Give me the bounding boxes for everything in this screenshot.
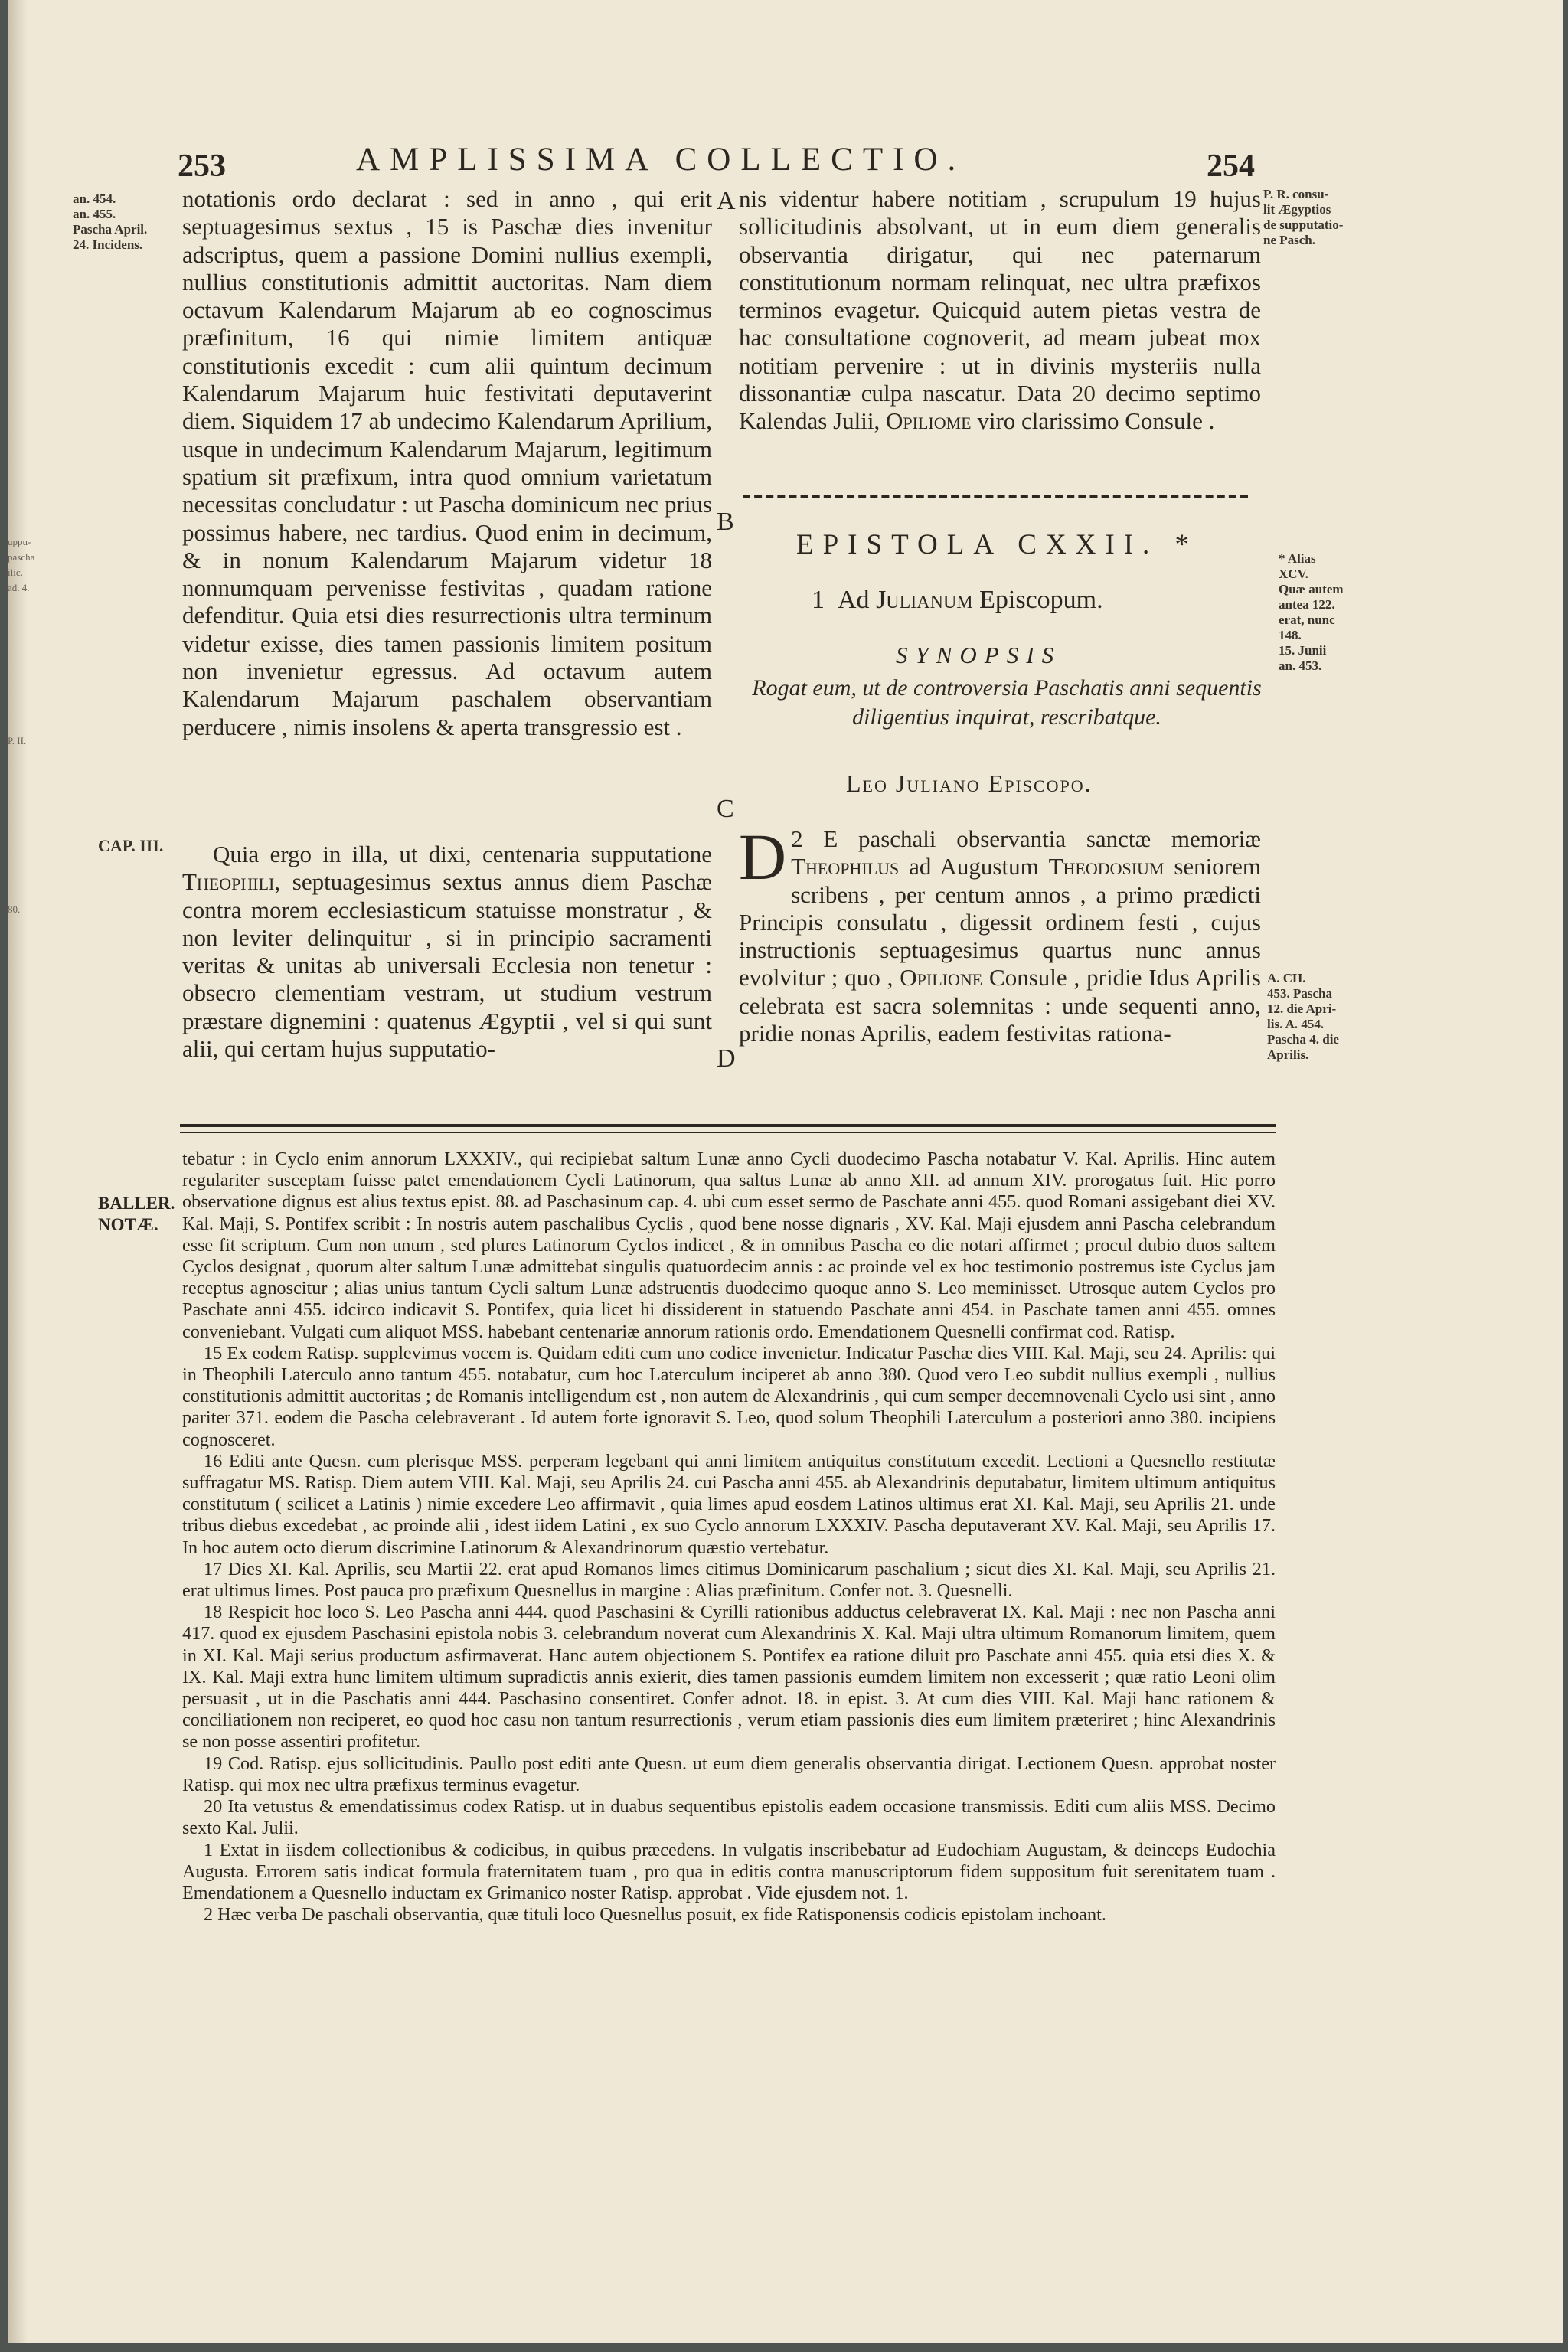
text-run: Consule , pridie Idus Aprilis celebrata est sacra solemnitas : unde sequenti anno, pridie nonas Aprilis, eadem festivitas rationa- [739,964,1261,1047]
note-paragraph: 1 Extat in iisdem collectionibus & codicibus, in quibus præcedens. In vulgatis inscribebatur ad Eudochiam Augustam, & deinceps Eudochia Augusta. Errorem satis indicat formula fraternitatem tuam , pro qua in editis contra manuscriptorum fidem suppositum fuit serenitatem tuam . Emendationem a Quesnello inductam ex Grimanico noster Ratisp. approbat . Vide ejusdem not. 1. [182,1839,1276,1903]
notes-label-line: BALLER. [98,1194,175,1213]
address-number: 1 [812,586,825,614]
text-run: viro clarissimo Consule . [971,407,1215,435]
notes-rule-thin [180,1132,1276,1133]
paragraph-number: 2 [791,825,803,852]
synopsis-heading: SYNOPSIS [896,642,1062,668]
person-name: Julianum [876,586,973,614]
notes-rule-thick [180,1124,1276,1127]
previous-page-edge-text [8,536,35,949]
text-run: , septuagesimus sextus annus diem Paschæ contra morem ecclesiasticum statuisse monstratur , & non leviter delinquitur , si in principio sacramenti veritas & unitas ab universali Ecclesia non tenetur : obsecro clementiam vestram, ut studium vestrum præstare dignemini : quatenus Ægyptii , vel si qui sunt alii, qui certam hujus supputatio- [182,868,712,1063]
margin-line: XCV. [1279,567,1308,581]
margin-line: 24. Incidens. [73,237,143,252]
right-margin-note [1267,971,1374,1063]
margin-line: Pascha April. [73,222,148,237]
page-number-right: 254 [1207,149,1255,184]
margin-line: an. 453. [1279,658,1322,673]
margin-line: 15. Junii [1279,643,1327,658]
margin-line: Aprilis. [1267,1047,1309,1062]
margin-line: lit Ægyptios [1263,202,1331,217]
margin-line: 12. die Apri- [1267,1001,1337,1016]
margin-line: antea 122. [1279,597,1335,612]
note-paragraph: 20 Ita vetustus & emendatissimus codex Ratisp. ut in duabus sequentibus epistolis eadem occasione transmissis. Editi cum aliis MSS. Decimo sexto Kal. Julii. [182,1796,1276,1839]
margin-line: Quæ autem [1279,582,1344,596]
edge-fragment: 80. [8,903,21,915]
margin-line: Pascha 4. die [1267,1032,1339,1047]
note-paragraph: tebatur : in Cyclo enim annorum LXXXIV., qui recipiebat saltum Lunæ anno Cycli duodecimo Pascha notabatur V. Kal. Aprilis. Hinc autem regulariter susceptam fuisse patet emendationem Cycli Latinorum, qua saltus Lunæ ab anno XII. ad annum XIV. prorogatus fuit. Hic porro observatione dignus est alius textus epist. 88. ad Paschasinum cap. 4. ubi cum esset sermo de Paschate anni 455. quod Romani assigebant diei XV. Kal. Maji, S. Pontifex scribit : In nostris autem paschalibus Cyclis , quod bene nosse dignaris , XV. Kal. Maji ejusdem anni Pascha celebrandum esse fit scriptum. Cum non unum , sed plures Latinorum Cyclos indicet , & in omnibus Pascha eo die notari affirmet ; procul dubio duos saltem Cyclos designat , quorum alter saltum Lunæ admittebat singulis quatuordecim annis : ac proinde vel ex hoc testimonio postremus iste Cyclus jam receptus agnoscitur ; alias unius tantum Cycli saltum Lunæ adstruentis duodecimo quoque anno S. Leo meminisset. Utrosque autem Cyclos pro Paschate anni 455. idcirco indicavit S. Pontifex, quia licet hi dissiderent in statuendo Paschate anni 454. in Paschate tamen anni 455. omnes conveniebant. Vulgati cum aliquot MSS. habebant centenariæ annorum rationis ordo. Emendationem Quesnelli confirmat cod. Ratisp. [182,1148,1276,1342]
section-divider [743,495,1248,498]
text-run: Quia ergo in illa, ut dixi, centenaria supputatione [213,841,712,867]
edge-fragment: P. II. [8,735,27,746]
person-name: Theodosium [1048,853,1165,880]
margin-line: A. CH. [1267,971,1306,985]
section-letter-a: A [717,187,736,215]
left-column-chapter-three [182,841,712,1063]
text-run: seniorem scribens , per centum annos , a primo prædicti Principis consulatu , digessit ordinem festi , cujus instructionis septuagesimus quartus nunc annus evolvitur ; quo , [739,853,1261,991]
section-letter-b: B [717,508,734,536]
edge-fragment: uppu- [8,536,31,547]
notes-label-line: NOTÆ. [98,1215,158,1234]
note-paragraph: 16 Editi ante Quesn. cum plerisque MSS. perperam legebant qui anni limitem antiquitus constitutum excedit. Lectioni a Quesnello restitutæ suffragatur MS. Ratisp. Diem autem VIII. Kal. Maji, seu Aprilis 24. cui Pascha anni 455. ab Alexandrinis deputabatur, limitem ultimum antiquitus constitutum ( scilicet a Latinis ) nimie excedere Leo affirmavit , quia limes apud eosdem Latinos ultimus erat XI. Kal. Maji, seu Aprilis 21. unde tribus diebus excedebat , ac proinde alii , idest iidem Latini , ex suo Cyclo annorum LXXXIV. Pascha deputaverant XV. Kal. Maji, seu Aprilis 17. In hoc autem octo dierum discrimine Latinorum & Alexandrinorum quæstio vertebatur. [182,1450,1276,1558]
edge-fragment: ilic. [8,567,23,578]
right-column-text [739,185,1261,436]
epistle-body [739,820,1261,1047]
book-page [8,0,1563,2343]
edge-fragment: ad. 4. [8,582,30,593]
person-name: Theophili [182,868,275,896]
left-column-text: notationis ordo declarat : sed in anno , qui erit septuagesimus sextus , 15 is Paschæ dies invenitur adscriptus, quem a passione Domini nullius exempli, nullius constitutionis admittit auctoritas. Nam diem octavum Kalendarum Majarum ab eo cognoscimus præfinitum, 16 qui nimie limitem antiquæ constitutionis excedit : cum alii quintum decimum Kalendarum Majarum huic festivitati deputaverint diem. Siquidem 17 ab undecimo Kalendarum Aprilium, usque in undecimum Kalendarum Majarum, legitimum spatium sit præfixum, intra quod omnium varietatum necessitas concludatur : ut Pascha dominicum nec prius possimus habere, nec tardius. Quod enim in decimum, & in nonum Kalendarum Majarum videtur 18 nonnumquam pervenisse festivitas , quadam ratione defenditur. Quia etsi dies resurrectionis ultra terminum videtur exisse, dies tamen passionis limitem positum non invenietur egressus. Ad octavum autem Kalendarum Majarum paschalem observantiam perducere , nimis insolens & aperta transgressio est . [182,185,712,740]
text-run: Episcopum. [972,586,1103,614]
margin-line: an. 455. [73,207,116,221]
text-run: Ad [838,586,877,614]
person-name: Opiliome [886,407,972,435]
edge-fragment: pascha [8,551,35,563]
margin-line: 148. [1279,628,1302,642]
person-name: Opilione [900,964,983,991]
synopsis-text: Rogat eum, ut de controversia Paschatis anni sequentis diligentius inquirat, rescribatque. [752,675,1262,730]
notes-label [98,1193,175,1236]
epistle-address [812,586,1103,615]
note-paragraph: 17 Dies XI. Kal. Aprilis, seu Martii 22. erat apud Romanos limes citimus Dominicarum paschalium ; sicut dies XI. Kal. Maji, seu Aprilis 21. erat ultimus limes. Post pauca pro præfixum Quesnellus in margine : Alias præfinitum. Confer not. 3. Quesnelli. [182,1558,1276,1602]
margin-line: * Alias [1279,551,1316,566]
section-letter-c: C [717,795,734,823]
editorial-notes [182,1148,1276,1926]
margin-line: erat, nunc [1279,612,1335,627]
margin-line: lis. A. 454. [1267,1017,1325,1031]
margin-line: P. R. consu- [1263,187,1329,201]
note-paragraph: 18 Respicit hoc loco S. Leo Pascha anni 444. quod Paschasini & Cyrilli rationibus adductus celebraverat IX. Kal. Maji : nec non Pascha anni 417. quod ex ejusdem Paschasini epistola nobis 3. celebrandum noverat cum Alexandrinis X. Kal. Maji ultra ultimum Romanorum limitem, quem in XI. Kal. Maji serius productum asfirmaverat. Hanc autem objectionem S. Pontifex ea ratione diluit pro Paschate anni 455. quia etsi dies X. & IX. Kal. Maji extra hunc limitem ultimum supradictis annis exierit, dies tamen passionis eumdem limitem non excesserit ; quæ ratio Leoni olim persuasit , ut in die Paschatis anni 444. Paschasino consentiret. Confer adnot. 18. in epist. 3. At cum dies VIII. Kal. Maji hanc rationem & conciliationem non reciperet, eo quod hoc casu non tantum resurrectionis , verum etiam passionis dies eum limitem præteriret ; hinc Alexandrinis se non posse assentiri profitetur. [182,1602,1276,1753]
person-name: Theophilus [791,853,900,880]
epistle-title: EPISTOLA CXXII. * [796,529,1199,560]
text-run: ad Augustum [899,853,1049,880]
margin-line: an. 454. [73,191,116,206]
book-spine-shadow [8,0,28,2343]
right-margin-note [1263,187,1370,248]
margin-line: ne Pasch. [1263,233,1315,247]
page-number-left: 253 [178,149,226,184]
text-run: nis videntur habere notitiam , scrupulum 19 hujus sollicitudinis absolvant, ut in eum diem generalis observantia dirigatur, qui nec paternarum constitutionum normam relinquat, nec ultra præfixos terminos evagetur. Quicquid autem pietas vestra de hac consultatione cognoverit, ad meam jubeat mox notitiam pervenire : ut in divinis mysteriis nulla dissonantiæ culpa nascatur. Data 20 decimo septimo Kalendas Julii, [739,185,1261,435]
left-margin-note [73,191,180,253]
running-title: AMPLISSIMA COLLECTIO. [356,142,966,178]
note-paragraph: 19 Cod. Ratisp. ejus sollicitudinis. Paullo post editi ante Quesn. ut eum diem generalis observantia dirigat. Lectionem Quesn. approbat noster Ratisp. qui mox nec ultra præfixus terminus evagetur. [182,1753,1276,1795]
margin-line: 453. Pascha [1267,986,1332,1001]
salutation: Leo Juliano Episcopo. [846,769,1093,797]
note-paragraph: 2 Hæc verba De paschali observantia, quæ tituli loco Quesnellus posuit, ex fide Ratisponensis codicis epistolam inchoant. [204,1904,1106,1926]
section-letter-d: D [717,1044,736,1073]
text-run: E paschali observantia sanctæ memoriæ [823,825,1261,852]
chapter-marker: CAP. III. [98,836,164,855]
margin-line: de supputatio- [1263,217,1344,232]
note-paragraph: 15 Ex eodem Ratisp. supplevimus vocem is. Quidam editi cum uno codice invenietur. Indicatur Paschæ dies VIII. Kal. Maji, seu 24. Aprilis: qui in Theophili Laterculo anno tantum 455. notabatur, cum hoc Laterculum inciperet ab anno 380. Quod vero Leo subdit nullius exempli , nullius constitutionis admittit auctoritas ; de Romanis intelligendum est , non autem de Alexandrinis , qui cum semper decemnovenali Cyclo usi sint , anno pariter 371. eodem die Pascha celebraverant . Id autem forte ignoravit S. Leo, quod solum Theophili Laterculum a posteriori anno 380. incipiens cognosceret. [182,1342,1276,1450]
right-margin-note [1279,551,1378,674]
drop-cap: D [739,820,787,893]
